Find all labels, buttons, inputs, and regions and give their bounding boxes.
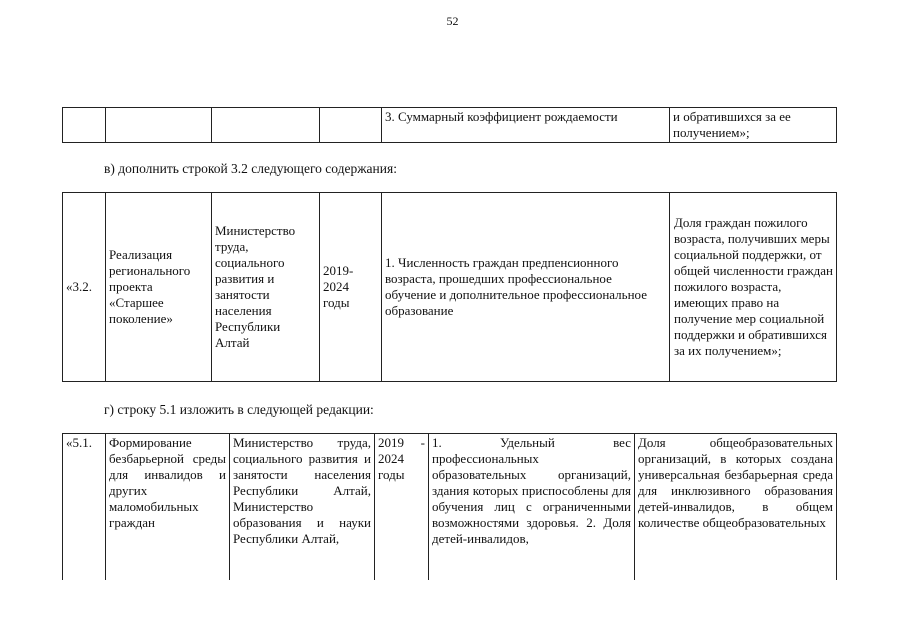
row-result: Доля граждан пожилого возраста, получивших меры социальной поддержки, от общей численности граждан пожилого возраста, имеющих право на получение мер социальной поддержки и обратившихся за их получением»; — [670, 193, 837, 382]
table-row-5-1 — [62, 433, 837, 580]
table-row — [63, 434, 837, 581]
page-number: 52 — [446, 14, 459, 28]
row-number: «5.1. — [63, 434, 106, 581]
row-name: Формирование безбарьерной среды для инвалидов и других маломобильных граждан — [106, 434, 230, 581]
row-name: Реализация регионального проекта «Старшее поколение» — [106, 193, 212, 382]
paragraph-v: в) дополнить строкой 3.2 следующего содержания: — [104, 161, 397, 176]
table-row — [63, 108, 837, 143]
table-cell — [106, 108, 212, 143]
row-period: 2019-2024 годы — [320, 193, 382, 382]
table-cell — [63, 108, 106, 143]
row-result: Доля общеобразовательных организаций, в которых создана универсальная безбарьерная среда для инклюзивного образования детей-инвалидов, в общем количестве общеобразовательных — [635, 434, 837, 581]
row-executor: Министерство труда, социального развития и занятости населения Республики Алтай — [212, 193, 320, 382]
table-row — [63, 193, 837, 382]
row-period: 2019 - 2024 годы — [375, 434, 429, 581]
table-cell — [320, 108, 382, 143]
indicator-cell: 3. Суммарный коэффициент рождаемости — [382, 108, 670, 143]
table-row-3-2 — [62, 192, 837, 382]
paragraph-g: г) строку 5.1 изложить в следующей редакции: — [104, 402, 374, 417]
row-number: «3.2. — [63, 193, 106, 382]
table-cell — [212, 108, 320, 143]
result-cell: и обратившихся за ее получением»; — [670, 108, 837, 143]
row-indicator: 1. Удельный вес профессиональных образовательных организаций, здания которых приспособлены для обучения лиц с ограниченными возможностями здоровья. 2. Доля детей-инвалидов, — [429, 434, 635, 581]
row-executor: Министерство труда, социального развития и занятости населения Республики Алтай, Министерство образования и науки Республики Алтай, — [230, 434, 375, 581]
row-indicator: 1. Численность граждан предпенсионного возраста, прошедших профессиональное обучение и дополнительное профессиональное образование — [382, 193, 670, 382]
table-continuation — [62, 107, 837, 143]
